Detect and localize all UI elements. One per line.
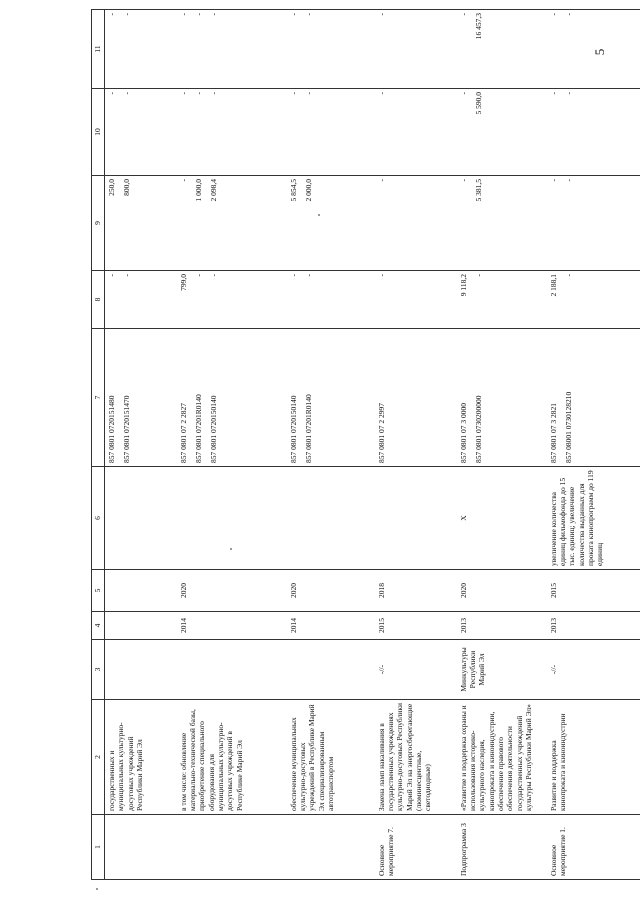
cell-text: -//- — [548, 664, 558, 675]
column-number: 2 — [92, 700, 105, 815]
column-number: 4 — [92, 612, 105, 640]
cell-line: - — [122, 92, 132, 95]
cell-line: - — [376, 179, 386, 182]
cell-line: - — [303, 274, 313, 277]
cell-line: - — [548, 13, 558, 16]
cell-text: 2020 — [178, 583, 188, 598]
result-cell — [105, 467, 177, 570]
col10-value-cell — [287, 89, 375, 176]
cell-text: 2013 — [458, 618, 468, 633]
program-table — [91, 9, 640, 880]
cell-line: 16 457,3 — [473, 13, 483, 40]
cell-line: - — [288, 13, 298, 16]
cell-line: - — [548, 179, 558, 182]
end-year-cell — [457, 570, 547, 612]
col8-value-cell — [105, 271, 177, 329]
table-row — [105, 10, 177, 880]
row-name-cell — [375, 700, 457, 815]
cell-text: Основное мероприятие 7. — [376, 827, 395, 876]
cell-line: - — [178, 92, 188, 95]
budget-code-cell — [287, 329, 375, 467]
cell-line: - — [178, 13, 188, 16]
end-year-cell — [547, 570, 640, 612]
executor-cell — [287, 640, 375, 700]
cell-line: - — [209, 274, 219, 277]
col10-value-cell — [105, 89, 177, 176]
cell-line: - — [209, 13, 219, 16]
cell-line: - — [107, 274, 116, 277]
budget-code-cell — [375, 329, 457, 467]
column-number-row — [92, 10, 105, 880]
column-number: 10 — [92, 89, 105, 176]
col10-value-cell — [547, 89, 640, 176]
cell-line: - — [288, 274, 298, 277]
row-name-cell — [105, 700, 177, 815]
cell-line: - — [193, 274, 203, 277]
cell-text: 2014 — [178, 618, 188, 633]
executor-cell — [177, 640, 287, 700]
cell-text: Развитие и поддержка кинопроката и киноиндустрии — [548, 713, 567, 811]
cell-line: 800,0 — [122, 179, 132, 196]
budget-code-cell — [105, 329, 177, 467]
result-cell — [457, 467, 547, 570]
col9-value-cell — [375, 176, 457, 271]
cell-text: Подпрограмма 3 — [458, 823, 468, 876]
cell-line: - — [376, 274, 386, 277]
col8-value-cell — [375, 271, 457, 329]
col8-value-cell — [457, 271, 547, 329]
budget-code-cell — [177, 329, 287, 467]
col9-value-cell — [457, 176, 547, 271]
end-year-cell — [375, 570, 457, 612]
col8-value-cell — [177, 271, 287, 329]
cell-line: 857 0801 07 3 0000 — [458, 403, 468, 463]
cell-line: - — [193, 92, 203, 95]
cell-text: 2015 — [548, 583, 558, 598]
cell-line: 857 0801 0730200000 — [473, 395, 483, 463]
column-number: 1 — [92, 815, 105, 880]
cell-text: Основное мероприятие 1. — [548, 827, 567, 876]
cell-text: 2015 — [376, 618, 386, 633]
row-name-cell — [457, 700, 547, 815]
cell-line: 857 0801 07 2 2827 — [178, 403, 188, 463]
col10-value-cell — [177, 89, 287, 176]
cell-line: - — [473, 274, 483, 277]
cell-text: в том числе: обновление материально-технической базы, приобретение специального оборудования для муниципальных культурно-досуговых учреждений в Республике Марий Эл — [178, 709, 244, 811]
col11-value-cell — [375, 10, 457, 89]
budget-code-cell — [457, 329, 547, 467]
cell-text: 2014 — [288, 618, 298, 633]
cell-line: - — [303, 92, 313, 95]
cell-line: - — [107, 13, 116, 16]
row-code-cell — [457, 815, 547, 880]
cell-line: 857 08001 0730128210 — [563, 391, 573, 463]
table-row — [177, 10, 287, 880]
col11-value-cell — [105, 10, 177, 89]
col11-value-cell — [457, 10, 547, 89]
cell-line: 799,0 — [178, 274, 188, 291]
cell-line: 857 0801 07201R0140 — [193, 394, 203, 463]
row-code-cell — [547, 815, 640, 880]
cell-text: Минкультуры Республики Марий Эл — [458, 647, 487, 692]
cell-text: 2013 — [548, 618, 558, 633]
column-number: 6 — [92, 467, 105, 570]
table-row — [375, 10, 457, 880]
row-code-cell — [177, 815, 287, 880]
row-name-cell — [177, 700, 287, 815]
budget-code-cell — [547, 329, 640, 467]
table-row — [457, 10, 547, 880]
start-year-cell — [105, 612, 177, 640]
scan-speck — [96, 888, 98, 890]
cell-line: - — [178, 179, 188, 182]
end-year-cell — [105, 570, 177, 612]
cell-line: - — [563, 274, 573, 277]
col9-value-cell — [105, 176, 177, 271]
cell-line: - — [193, 13, 203, 16]
cell-line: 2 098,4 — [209, 179, 219, 202]
cell-line: 2 000,0 — [303, 179, 313, 202]
cell-line: 857 0801 0720150140 — [209, 395, 219, 463]
page-number: 5 — [592, 48, 607, 56]
executor-cell — [375, 640, 457, 700]
cell-line: - — [303, 13, 313, 16]
row-code-cell — [287, 815, 375, 880]
table-body — [105, 10, 640, 880]
cell-line: 9 118,2 — [458, 274, 468, 297]
result-cell — [547, 467, 640, 570]
cell-line: 1 000,0 — [193, 179, 203, 202]
column-number: 11 — [92, 10, 105, 89]
cell-text: X — [458, 515, 468, 521]
col11-value-cell — [177, 10, 287, 89]
cell-line: 857 0801 07 3 2821 — [548, 403, 558, 463]
col11-value-cell — [287, 10, 375, 89]
column-number: 7 — [92, 329, 105, 467]
cell-text: 2018 — [376, 583, 386, 598]
end-year-cell — [177, 570, 287, 612]
cell-text: государственных и муниципальных культурно-досуговых учреждений Республики Марий Эл — [107, 722, 145, 811]
cell-text: 2020 — [458, 583, 468, 598]
cell-line: 250,0 — [107, 179, 116, 196]
col8-value-cell — [547, 271, 640, 329]
cell-line: - — [563, 92, 573, 95]
column-number: 3 — [92, 640, 105, 700]
col11-value-cell — [547, 10, 640, 89]
cell-line: - — [376, 92, 386, 95]
cell-text: увеличение количества единиц фильмофонда до 15 тыс. единиц; увеличение количества выданных для проката кинопрограмм до 119 единиц — [548, 470, 605, 566]
cell-line: - — [548, 92, 558, 95]
cell-text: 2020 — [288, 583, 298, 598]
result-cell — [177, 467, 287, 570]
row-code-cell — [105, 815, 177, 880]
result-cell — [287, 467, 375, 570]
col9-value-cell — [177, 176, 287, 271]
cell-line: - — [458, 13, 468, 16]
cell-line: 857 0801 0720151480 — [107, 395, 116, 463]
cell-line: 2 188,1 — [548, 274, 558, 297]
cell-text: Замена ламп накаливания в государственных учреждениях культурно-досуговых Республики Марий Эл на энергосберегающие (люминесцентные, светодиодные) — [376, 703, 433, 811]
col8-value-cell — [287, 271, 375, 329]
end-year-cell — [287, 570, 375, 612]
cell-text: обеспечение муниципальных культурно-досуговых учреждений в Республике Марий Эл специализированным автотранспортом — [288, 704, 335, 811]
column-number: 9 — [92, 176, 105, 271]
cell-line: 857 0801 0720150140 — [288, 395, 298, 463]
col9-value-cell — [287, 176, 375, 271]
column-number: 5 — [92, 570, 105, 612]
cell-line: - — [376, 13, 386, 16]
row-code-cell — [375, 815, 457, 880]
cell-line: - — [209, 92, 219, 95]
table-row — [287, 10, 375, 880]
executor-cell — [457, 640, 547, 700]
table-row — [547, 10, 640, 880]
cell-line: 5 590,0 — [473, 92, 483, 115]
cell-text: «Развитие и поддержка охраны и использования историко-культурного наследия, кинопроката и киноиндустрии, обеспечение правового обеспечения деятельности государственных учреждений культуры Республики Марий Эл» — [458, 704, 534, 811]
column-number: 8 — [92, 271, 105, 329]
cell-line: - — [458, 92, 468, 95]
start-year-cell — [287, 612, 375, 640]
cell-line: 5 854,5 — [288, 179, 298, 202]
cell-line: 857 0801 07 2 2997 — [376, 403, 386, 463]
cell-line: - — [288, 92, 298, 95]
cell-line: - — [563, 179, 573, 182]
start-year-cell — [457, 612, 547, 640]
cell-line: - — [122, 274, 132, 277]
cell-text: -//- — [376, 664, 386, 675]
start-year-cell — [375, 612, 457, 640]
executor-cell — [105, 640, 177, 700]
col10-value-cell — [375, 89, 457, 176]
cell-line: - — [107, 92, 116, 95]
cell-line: 857 0801 07201R0140 — [303, 394, 313, 463]
row-name-cell — [547, 700, 640, 815]
cell-line: 5 381,5 — [473, 179, 483, 202]
col10-value-cell — [457, 89, 547, 176]
start-year-cell — [177, 612, 287, 640]
executor-cell — [547, 640, 640, 700]
col9-value-cell — [547, 176, 640, 271]
cell-line: - — [563, 13, 573, 16]
result-cell — [375, 467, 457, 570]
start-year-cell — [547, 612, 640, 640]
cell-line: - — [458, 179, 468, 182]
row-name-cell — [287, 700, 375, 815]
cell-line: - — [122, 13, 132, 16]
cell-line: 857 0801 0720151470 — [122, 395, 132, 463]
